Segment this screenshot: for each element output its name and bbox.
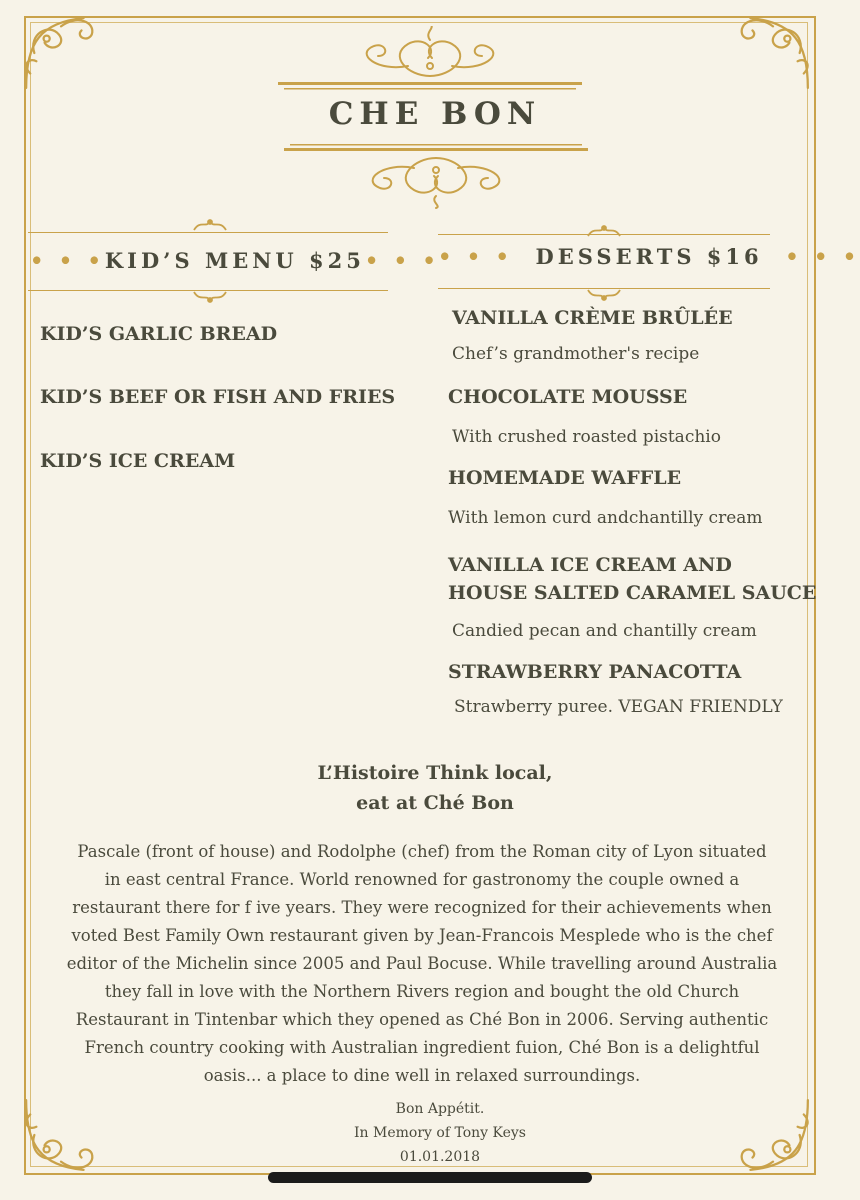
history-line: Restaurant in Tintenbar which they opened as Ché Bon in 2006. Serving authentic [75,1010,769,1029]
corner-flourish-icon [732,1094,814,1176]
corner-flourish-icon [732,12,814,94]
history-title [230,758,640,818]
history-line: restaurant there for f ive years. They were recognized for their achievements when [72,898,772,917]
desserts-heading [438,244,860,269]
history-line: editor of the Michelin since 2005 and Paul Bocuse. While travelling around Australia [66,954,778,973]
history-line: French country cooking with Australian ingredient fuion, Ché Bon is a delightful [84,1038,760,1057]
dessert-description: With lemon curd andchantilly cream [448,508,763,528]
dessert-name: STRAWBERRY PANACOTTA [448,661,742,683]
history-line: voted Best Family Own restaurant given by Jean-Francois Mesplede who is the chef [71,926,773,945]
dessert-description: Strawberry puree. VEGAN FRIENDLY [454,697,783,717]
desserts-heading-text: DESSERTS $16 [535,244,763,269]
kids-heading [30,248,440,273]
history-line: in east central France. World renowned for gastronomy the couple owned a [104,870,740,889]
footer-line: In Memory of Tony Keys [354,1125,526,1141]
kids-item: KID’S GARLIC BREAD [40,323,278,345]
history-title-line: eat at Ché Bon [356,792,514,814]
dots-left: • • • [438,244,513,269]
history-title-line: L’Histoire Think local, [317,762,553,784]
dessert-name: VANILLA CRÈME BRÛLÉE [452,307,733,329]
home-indicator[interactable] [268,1172,592,1183]
kids-heading-text: KID’S MENU $25 [104,248,365,273]
dessert-name: CHOCOLATE MOUSSE [448,386,688,408]
restaurant-title: CHE BON [328,96,542,132]
corner-flourish-icon [20,12,102,94]
dessert-description: Candied pecan and chantilly cream [452,621,757,641]
dots-left: • • • [30,248,105,273]
kids-top-ornament-icon [190,218,230,232]
dots-right: • • • [785,244,860,269]
desserts-bottom-ornament-icon [584,288,624,302]
footer-line: 01.01.2018 [399,1149,481,1165]
dessert-description: Chef’s grandmother's recipe [452,344,700,364]
dessert-name: VANILLA ICE CREAM AND [448,554,732,576]
dessert-name: HOMEMADE WAFFLE [448,467,682,489]
title-bottom-flourish-icon [284,144,588,210]
footer [280,1097,600,1169]
history-line: Pascale (front of house) and Rodolphe (chef) from the Roman city of Lyon situated [77,842,767,861]
kids-item: KID’S BEEF OR FISH AND FRIES [40,386,396,408]
corner-flourish-icon [20,1094,102,1176]
kids-item: KID’S ICE CREAM [40,450,236,472]
history-line: oasis... a place to dine well in relaxed surroundings. [203,1066,641,1085]
dots-right: • • • [364,248,440,273]
history-paragraph [44,838,800,1090]
desserts-top-ornament-icon [584,224,624,238]
history-line: they fall in love with the Northern Rivers region and bought the old Church [104,982,740,1001]
kids-top-rule [28,232,388,233]
desserts-top-rule [438,234,770,235]
footer-line: Bon Appétit. [395,1101,485,1117]
dessert-description: With crushed roasted pistachio [452,427,721,447]
dessert-name-line2: HOUSE SALTED CARAMEL SAUCE [448,582,817,604]
title-top-flourish-icon [278,26,582,92]
kids-bottom-ornament-icon [190,290,230,304]
